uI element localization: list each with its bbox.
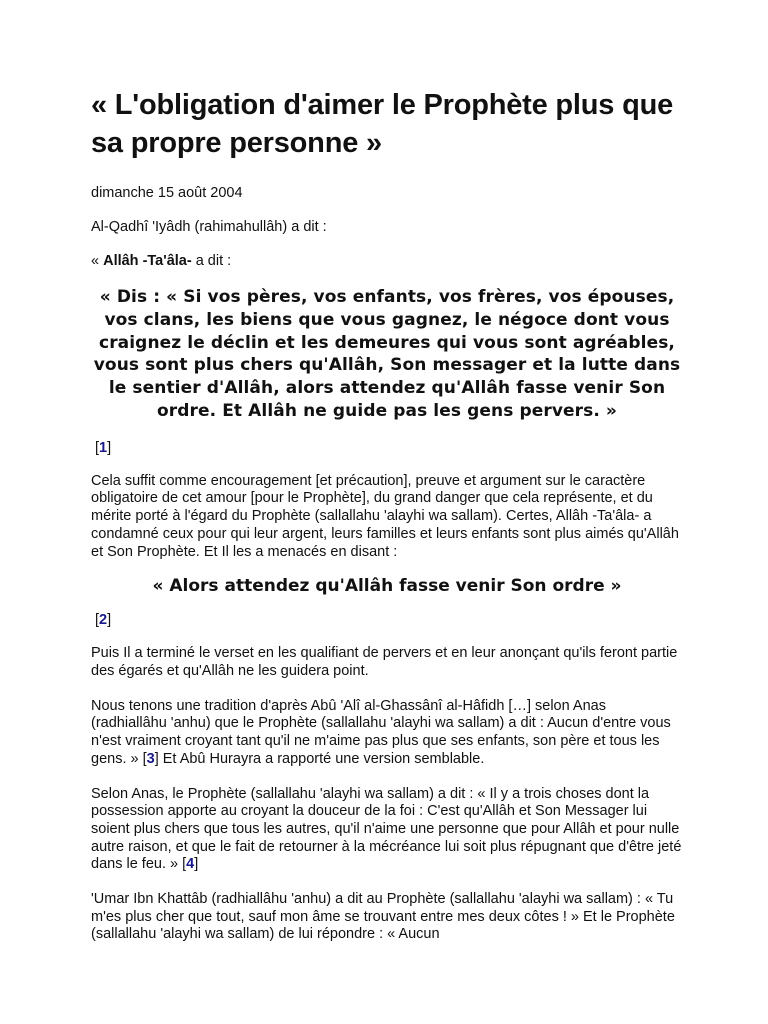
verse-quote-1: « Dis : « Si vos pères, vos enfants, vos frères, vos épouses, vos clans, les biens que vous gagnez, le négoce dont vous craignez le déclin et les demeures qui vous sont agréables, vous sont plus chers qu'Allâh, Son messager et la lutte dans le sentier d'Allâh, alors attendez qu'Allâh fasse venir Son ordre. Et Allâh ne guide pas les gens pervers. » <box>93 287 681 421</box>
footnote-link-1[interactable]: 1 <box>99 439 108 456</box>
quote-said: a dit : <box>191 253 232 269</box>
quote-open-mark: « <box>91 253 104 269</box>
footnote-2-close-bracket: ] <box>107 612 112 629</box>
intro-line: Al-Qadhî 'Iyâdh (rahimahullâh) a dit : <box>91 219 327 235</box>
footnote-1-open-bracket: [ <box>95 439 100 456</box>
footnote-1-close-bracket: ] <box>107 439 112 456</box>
footnote-link-3[interactable]: 3 <box>146 750 155 767</box>
footnote-ref-2 <box>91 611 683 629</box>
quote-speaker: Allâh -Ta'âla- <box>103 253 192 269</box>
verse-quote-2: « Alors attendez qu'Allâh fasse venir Son ordre » <box>152 576 622 597</box>
footnote-2-open-bracket: [ <box>95 612 100 629</box>
quote-intro-line <box>91 252 683 270</box>
paragraph-2: Puis Il a terminé le verset en les qualifiant de pervers et en leur anonçant qu'ils feront partie des égarés et qu'Allâh ne les guidera point. <box>91 645 678 679</box>
footnote-link-2[interactable]: 2 <box>99 612 108 629</box>
paragraph-5: 'Umar Ibn Khattâb (radhiallâhu 'anhu) a dit au Prophète (sallallahu 'alayhi wa sallam) : « Tu m'es plus cher que tout, sauf mon âme se trouvant entre mes deux côtes ! » Et le Prophète (sallallahu 'alayhi wa sallam) de lui répondre : « Aucun <box>91 891 675 943</box>
paragraph-3-text-b: ] Et Abû Hurayra a rapporté une version semblable. <box>154 750 485 767</box>
paragraph-4 <box>91 786 683 875</box>
document-page <box>91 86 683 944</box>
publication-date: dimanche 15 août 2004 <box>91 185 243 201</box>
page-title: « L'obligation d'aimer le Prophète plus que sa propre personne » <box>91 89 674 159</box>
paragraph-1: Cela suffit comme encouragement [et précaution], preuve et argument sur le caractère obligatoire de cet amour [pour le Prophète], du grand danger que cela représente, et du mérite porté à l'égard du Prophète (sallallahu 'alayhi wa sallam). Certes, Allâh -Ta'âla- a condamné ceux pour qui leur argent, leurs familles et leurs enfants sont plus aimés qu'Allâh et Son Prophète. Et Il les a menacés en disant : <box>91 472 679 560</box>
paragraph-4-text-a: Selon Anas, le Prophète (sallallahu 'alayhi wa sallam) a dit : « Il y a trois choses dont la possession apporte au croyant la douceur de la foi : C'est qu'Allâh et Son Messager lui soient plus chers que tous les autres, qu'il n'aime une personne que pour Allâh et pour nulle autre raison, et que le fait de retourner à la mécréance lui soit plus répugnant que d'être jeté dans le feu. » [ <box>91 785 682 873</box>
paragraph-3-text-a: Nous tenons une tradition d'après Abû 'Alî al-Ghassânî al-Hâfidh […] selon Anas (radhiallâhu 'anhu) que le Prophète (sallallahu 'alayhi wa sallam) a dit : Aucun d'entre vous n'est vraiment croyant tant qu'il ne m'aime pas plus que ses enfants, son père et tous les gens. » [ <box>91 697 671 767</box>
paragraph-4-text-b: ] <box>194 856 199 873</box>
footnote-ref-1 <box>91 439 683 457</box>
footnote-link-4[interactable]: 4 <box>186 856 195 873</box>
paragraph-3 <box>91 698 683 769</box>
